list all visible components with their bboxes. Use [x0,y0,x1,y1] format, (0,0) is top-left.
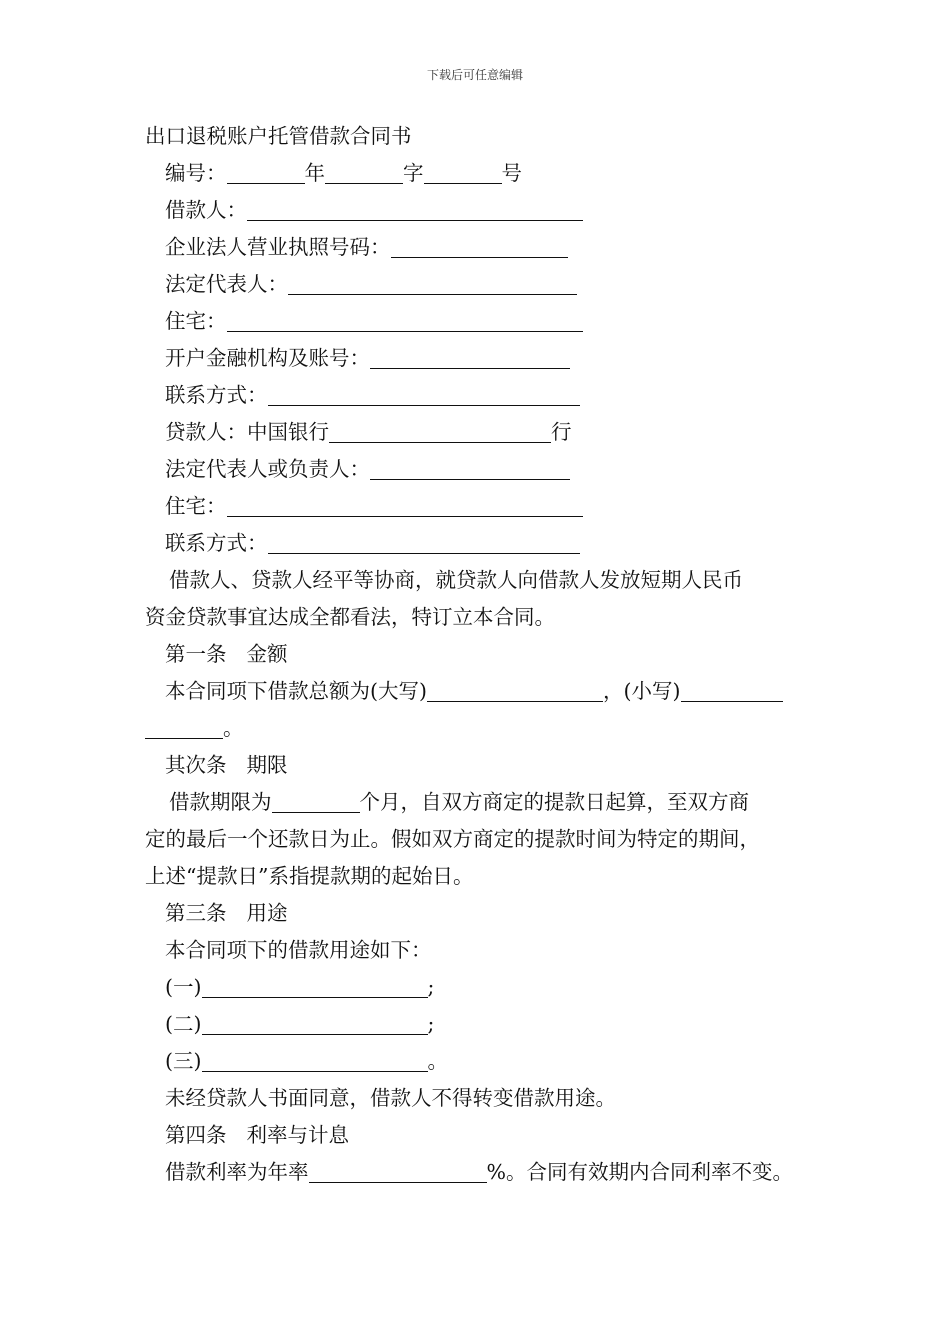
borrower-name-label: 借款人： [165,198,247,222]
char-blank[interactable] [424,159,502,184]
article2-heading [145,747,810,784]
lender-contact-line [145,525,810,562]
number-label: 编号： [165,161,227,185]
article2-line-3: 上述“提款日”系指提款期的起始日。 [145,864,474,888]
borrower-name-blank[interactable] [247,196,583,221]
contract-title: 出口退税账户托管借款合同书 [145,124,412,148]
article4-heading [145,1117,810,1154]
article2-text-a: 借款期限为 [169,790,272,814]
amount-words-blank[interactable] [427,677,603,702]
borrower-address-label: 住宅： [165,309,227,333]
char-label: 字 [403,161,424,185]
purpose-item-1 [145,969,810,1006]
article1-text-b: ，(小写) [603,679,681,703]
purpose-item-label: (二) [165,1012,202,1036]
term-months-blank[interactable] [272,788,360,813]
borrower-address-blank[interactable] [227,307,583,332]
purpose-item-end: 。 [427,1049,448,1073]
purpose-item-3 [145,1043,810,1080]
borrower-bank-line [145,340,810,377]
article1-heading [145,636,810,673]
borrower-contact-label: 联系方式： [165,383,268,407]
contract-body [145,118,810,1191]
lender-address-blank[interactable] [227,492,583,517]
download-note: 下载后可任意编辑 [426,68,523,82]
year-blank[interactable] [325,159,403,184]
article1-amount-line-2 [145,710,810,747]
borrower-bank-blank[interactable] [370,344,570,369]
lender-contact-blank[interactable] [268,529,580,554]
article4-number: 第四条 [165,1123,227,1147]
article3-number: 第三条 [165,901,227,925]
purpose-2-blank[interactable] [202,1010,428,1035]
year-label: 年 [304,161,325,185]
purpose-item-label: (三) [165,1049,202,1073]
interest-rate-blank[interactable] [309,1158,487,1183]
amount-figures-blank[interactable] [681,677,783,702]
intro-line-2: 资金贷款事宜达成全都看法，特订立本合同。 [145,605,555,629]
article3-intro: 本合同项下的借款用途如下： [165,938,432,962]
lender-name-line [145,414,810,451]
article1-number: 第一条 [165,642,227,666]
number-prefix-blank[interactable] [227,159,305,184]
article2-line-2: 定的最后一个还款日为止。假如双方商定的提款时间为特定的期间， [145,827,760,851]
article3-note: 未经贷款人书面同意，借款人不得转变借款用途。 [165,1086,616,1110]
lender-rep-blank[interactable] [370,455,570,480]
article4-text-b: %。合同有效期内合同利率不变。 [486,1160,793,1184]
amount-figures-blank-cont[interactable] [145,714,223,739]
lender-name-label: 贷款人：中国银行 [165,420,329,444]
borrower-name-line [145,192,810,229]
purpose-item-label: (一) [165,975,202,999]
purpose-item-end: ; [427,975,435,999]
article3-title: 用途 [246,901,288,925]
purpose-item-2 [145,1006,810,1043]
borrower-license-blank[interactable] [391,233,568,258]
article2-title: 期限 [246,753,288,777]
borrower-license-label: 企业法人营业执照号码： [165,235,391,259]
borrower-contact-line [145,377,810,414]
article2-term-line [145,784,810,821]
article1-title: 金额 [246,642,288,666]
article4-text-a: 借款利率为年率 [165,1160,309,1184]
borrower-rep-label: 法定代表人： [165,272,288,296]
article2-text-b: 个月，自双方商定的提款日起算，至双方商 [359,790,749,814]
borrower-rep-line [145,266,810,303]
article3-heading [145,895,810,932]
lender-branch-blank[interactable] [329,418,551,443]
borrower-address-line [145,303,810,340]
borrower-rep-blank[interactable] [288,270,577,295]
lender-rep-line [145,451,810,488]
borrower-license-line [145,229,810,266]
intro-line-1: 借款人、贷款人经平等协商，就贷款人向借款人发放短期人民币 [169,568,743,592]
lender-rep-label: 法定代表人或负责人： [165,457,370,481]
purpose-3-blank[interactable] [202,1047,428,1072]
lender-contact-label: 联系方式： [165,531,268,555]
borrower-bank-label: 开户金融机构及账号： [165,346,370,370]
purpose-item-end: ; [427,1012,435,1036]
article4-title: 利率与计息 [246,1123,349,1147]
article1-end: 。 [223,716,244,740]
purpose-1-blank[interactable] [202,973,428,998]
article1-text-a: 本合同项下借款总额为(大写) [165,679,427,703]
lender-name-suffix: 行 [551,420,572,444]
article1-amount-line [145,673,810,710]
lender-address-label: 住宅： [165,494,227,518]
article2-number: 其次条 [165,753,227,777]
article4-rate-line [145,1154,810,1191]
lender-address-line [145,488,810,525]
no-label: 号 [501,161,522,185]
contract-number-line [145,155,810,192]
borrower-contact-blank[interactable] [268,381,580,406]
